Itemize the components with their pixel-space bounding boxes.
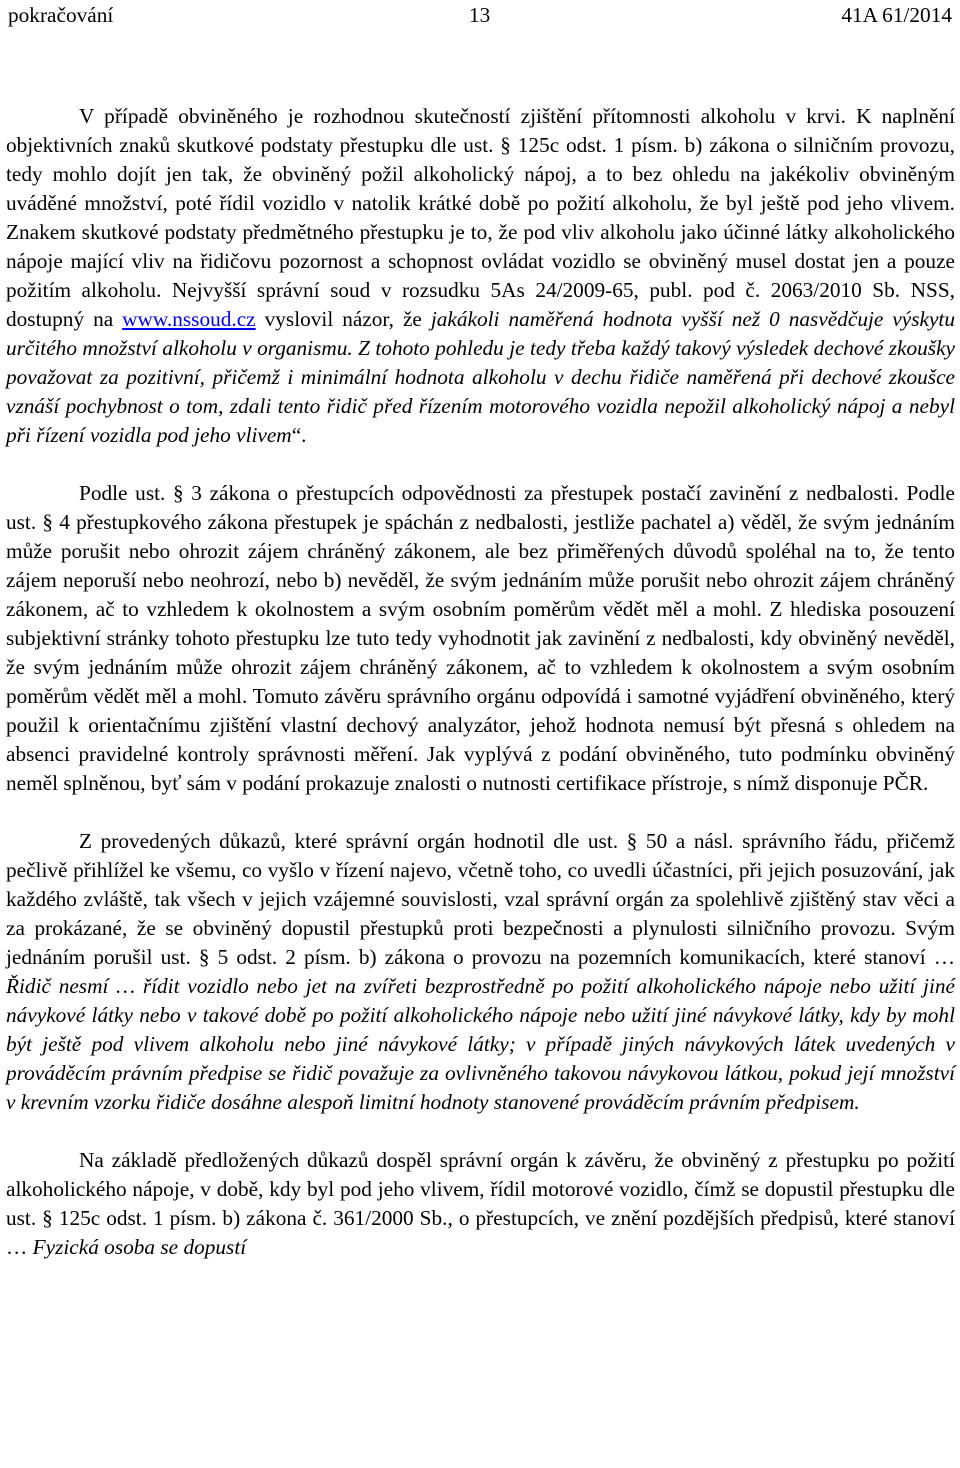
case-number: 41A 61/2014 [841,3,952,27]
statute-quote: Řidič nesmí … řídit vozidlo nebo jet na zvířeti bezprostředně po požití alkoholického nápoje nebo užití jiné návykové látky nebo v takové době po požití alkoholického nápoje nebo užití jiné návykové látky, kdy by mohl být ještě pod vlivem alkoholu nebo jiné návykové látky; v případě jiných návykových látek uvedených v prováděcím právním předpise se řidič považuje za ovlivněného takovou návykovou látkou, pokud její množství v krevním vzorku řidiče dosáhne alespoň limitní hodnoty stanovené prováděcím právním předpisem. [6,974,955,1114]
text-segment: Na základě předložených důkazů dospěl správní orgán k závěru, že obviněný z přestupku po požití alkoholického nápoje, v době, kdy byl pod jeho vlivem, řídil motorové vozidlo, čímž se dopustil přestupku dle ust. § 125c odst. 1 písm. b) zákona č. 361/2000 Sb., o přestupcích, ve znění pozdějších předpisů, které stanoví … [6,1148,955,1259]
statute-quote: Fyzická osoba se dopustí [32,1235,247,1259]
text-segment: vyslovil názor, že [255,307,431,331]
court-quote: jakákoli naměřená hodnota vyšší než 0 nasvědčuje výskytu určitého množství alkoholu v organismu. Z tohoto pohledu je tedy třeba každý takový výsledek dechové zkoušky považovat za pozitivní, přičemž i minimální hodnota alkoholu v dechu řidiče naměřená při dechové zkoušce vznáší pochybnost o tom, zdali tento řidič před řízením motorového vozidla nepožil alkoholický nápoj a nebyl při řízení vozidla pod jeho vlivem [6,307,955,447]
document-body [6,102,955,1262]
page-header [0,0,960,30]
text-segment: Z provedených důkazů, které správní orgán hodnotil dle ust. § 50 a násl. správního řádu, přičemž pečlivě přihlížel ke všemu, co vyšlo v řízení najevo, včetně toho, co uvedli účastníci, při jejich posuzování, jak každého zvláště, tak všech v jejich vzájemné souvislosti, vzal správní orgán za spolehlivě zjištěný stav věci a za prokázané, že se obviněný dopustil přestupků proti bezpečnosti a plynulosti silničního provozu. Svým jednáním porušil ust. § 5 odst. 2 písm. b) zákona o provozu na pozemních komunikacích, které stanoví … [6,829,955,969]
paragraph-alcohol-evidence [6,102,955,450]
continuation-label: pokračování [8,3,114,27]
paragraph-conclusion [6,1146,955,1262]
text-segment: V případě obviněného je rozhodnou skutečností zjištění přítomnosti alkoholu v krvi. K naplnění objektivních znaků skutkové podstaty přestupku dle ust. § 125c odst. 1 písm. b) zákona o silničním provozu, tedy mohlo dojít jen tak, že obviněný požil alkoholický nápoj, a to bez ohledu na jakékoliv obviněným uváděné množství, poté řídil vozidlo v natolik krátké době po požití alkoholu, že byl ještě pod jeho vlivem. Znakem skutkové podstaty předmětného přestupku je to, že pod vliv alkoholu jako účinné látky alkoholického nápoje mající vliv na řidičovu pozornost a schopnost ovládat vozidlo se obviněný musel dostat jen a pouze požitím alkoholu. Nejvyšší správní soud v rozsudku 5As 24/2009-65, publ. pod č. 2063/2010 Sb. NSS, dostupný na [6,104,955,331]
page-number: 13 [469,3,491,27]
text-segment: “. [291,423,307,447]
paragraph-evidence-evaluation [6,827,955,1117]
text-segment: Podle ust. § 3 zákona o přestupcích odpovědnosti za přestupek postačí zavinění z nedbalosti. Podle ust. § 4 přestupkového zákona přestupek je spáchán z nedbalosti, jestliže pachatel a) věděl, že svým jednáním může porušit nebo ohrozit zájem chráněný zákonem, ale bez přiměřených důvodů spoléhal na to, že tento zájem neporuší nebo neohrozí, nebo b) nevěděl, že svým jednáním může porušit nebo ohrozit zájem chráněný zákonem, ač to vzhledem k okolnostem a svým osobním poměrům vědět měl a mohl. Z hlediska posouzení subjektivní stránky tohoto přestupku lze tuto tedy vyhodnotit jak zavinění z nedbalosti, kdy obviněný nevěděl, že svým jednáním může ohrozit zájem chráněný zákonem, ač to vzhledem k okolnostem a svým osobním poměrům vědět měl a mohl. Tomuto závěru správního orgánu odpovídá i samotné vyjádření obviněného, který použil k orientačnímu zjištění vlastní dechový analyzátor, jehož hodnota nemusí být přesná s ohledem na absenci pravidelné kontroly správnosti měření. Jak vyplývá z podání obviněného, tuto podmínku obviněný neměl splněnou, byť sám v podání prokazuje znalosti o nutnosti certifikace přístroje, s nímž disponuje PČR. [6,481,955,795]
paragraph-negligence [6,479,955,798]
nssoud-link[interactable]: www.nssoud.cz [122,307,256,331]
